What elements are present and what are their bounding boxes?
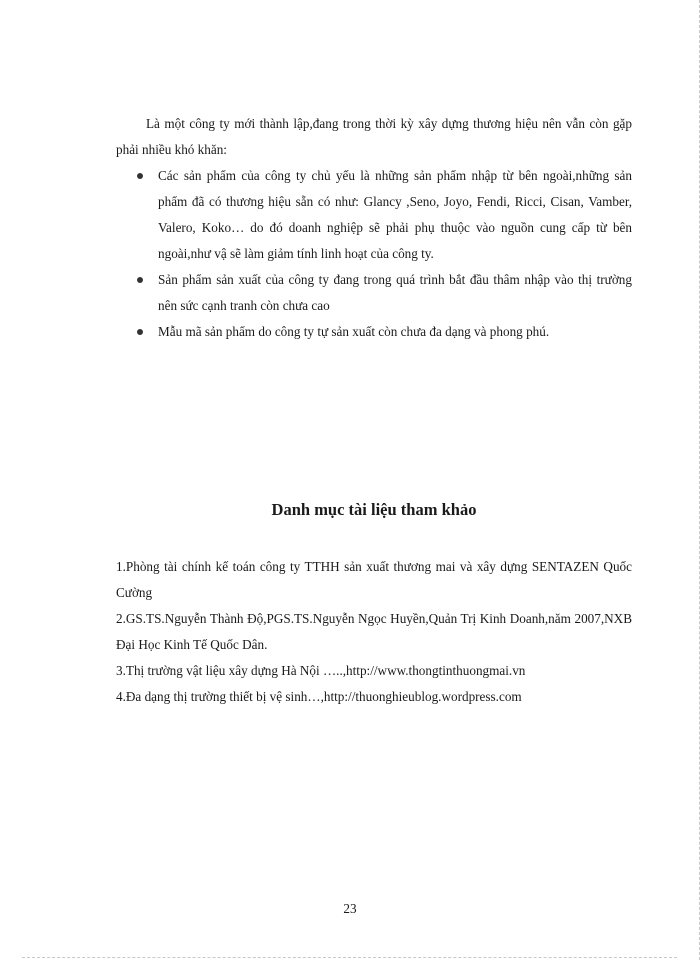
list-item <box>116 319 632 345</box>
list-item-text: Sản phẩm sản xuất của công ty đang trong quá trình bắt đầu thâm nhập vào thị trường nên sức cạnh tranh còn chưa cao <box>158 272 632 313</box>
references-heading: Danh mục tài liệu tham khảo <box>271 500 477 519</box>
page-number: 23 <box>343 901 357 916</box>
list-item <box>116 163 632 267</box>
page-bottom-border <box>22 957 677 958</box>
list-item <box>116 267 632 319</box>
reference-item: 3.Thị trường vật liệu xây dựng Hà Nội …..,http://www.thongtinthuongmai.vn <box>116 663 526 678</box>
reference-item: 4.Đa dạng thị trường thiết bị vệ sinh…,http://thuonghieublog.wordpress.com <box>116 689 522 704</box>
reference-item: 2.GS.TS.Nguyễn Thành Độ,PGS.TS.Nguyễn Ngọc Huyền,Quản Trị Kinh Doanh,năm 2007,NXB Đại Học Kinh Tế Quốc Dân. <box>116 611 632 652</box>
bullet-icon <box>137 329 143 335</box>
bullet-icon <box>137 173 143 179</box>
reference-item: 1.Phòng tài chính kế toán công ty TTHH sản xuất thương mai và xây dựng SENTAZEN Quốc Cường <box>116 559 632 600</box>
references-list <box>116 554 632 710</box>
intro-paragraph: Là một công ty mới thành lập,đang trong thời kỳ xây dựng thương hiệu nên vẫn còn gặp phải nhiều khó khăn: <box>116 116 632 157</box>
body-section <box>116 111 632 345</box>
difficulty-list <box>116 163 632 345</box>
list-item-text: Mẫu mã sản phẩm do công ty tự sản xuất còn chưa đa dạng và phong phú. <box>158 324 550 339</box>
list-item-text: Các sản phẩm của công ty chủ yếu là những sản phẩm nhập từ bên ngoài,những sản phẩm đã có thương hiệu sẵn có như: Glancy ,Seno, Joyo, Fendi, Ricci, Cisan, Vamber, Valero, Koko… do đó doanh nghiệp sẽ phải phụ thuộc vào nguồn cung cấp từ bên ngoài,như vậ sẽ làm giảm tính linh hoạt của công ty. <box>158 168 632 261</box>
bullet-icon <box>137 277 143 283</box>
